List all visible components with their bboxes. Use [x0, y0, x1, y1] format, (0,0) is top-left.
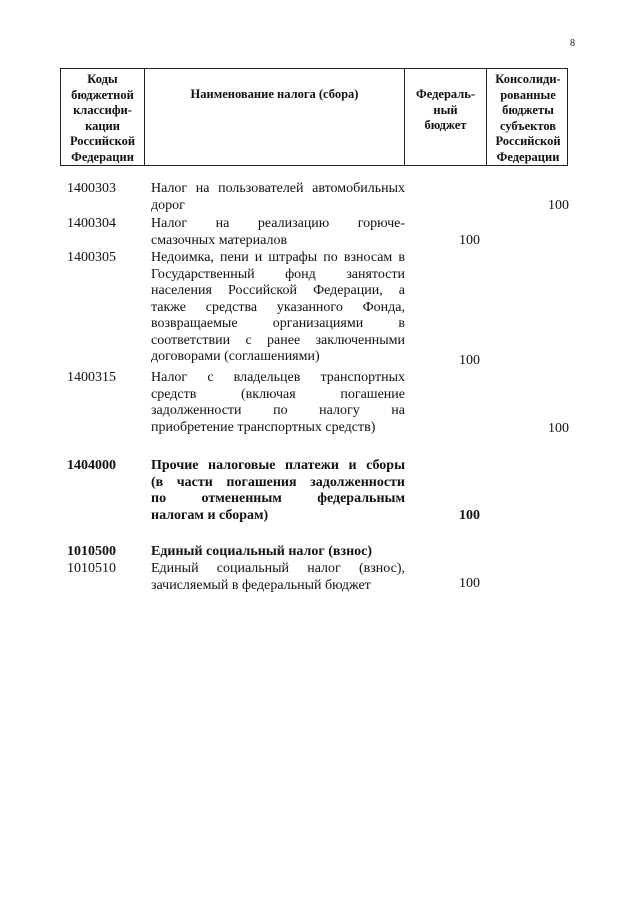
- description-line: Налог с владельцев транспортных: [151, 370, 405, 385]
- description-line: зачисляемый в федеральный бюджет: [151, 577, 371, 593]
- description-line: приобретение транспортных средств): [151, 419, 376, 435]
- row-federal-value: 100: [459, 508, 480, 523]
- description-line: соответствии с ранее заключенными: [151, 332, 405, 348]
- row-description: [151, 370, 405, 436]
- row-description: [151, 561, 405, 594]
- description-line: Государственный фонд занятости: [151, 266, 405, 282]
- description-line: дорог: [151, 197, 185, 213]
- row-regional-value: 100: [548, 198, 569, 213]
- row-code: 1400315: [67, 370, 116, 385]
- description-line: Единый социальный налог (взнос): [151, 544, 373, 559]
- description-line: договорами (соглашениями): [151, 349, 320, 364]
- row-code: 1010510: [67, 561, 116, 576]
- header-name-column: Наименование налога (сбора): [145, 69, 405, 165]
- header-code-column: Коды бюджетной классифи- кации Российской Федерации: [61, 69, 145, 165]
- description-line: Налог на пользователей автомобильных: [151, 181, 405, 196]
- description-line: (в части погашения задолженности: [151, 474, 405, 490]
- description-line: Недоимка, пени и штрафы по взносам в: [151, 250, 405, 265]
- row-federal-value: 100: [459, 353, 480, 368]
- description-line: населения Российской Федерации, а: [151, 283, 405, 298]
- row-code: 1010500: [67, 544, 116, 559]
- row-code: 1400304: [67, 216, 116, 231]
- description-line: возвращаемые организациями в: [151, 316, 405, 331]
- row-description: [151, 250, 405, 366]
- description-line: Прочие налоговые платежи и сборы: [151, 458, 405, 473]
- row-federal-value: 100: [459, 233, 480, 248]
- row-description: [151, 181, 405, 214]
- table-header: [60, 68, 568, 166]
- row-description: [151, 216, 405, 249]
- header-federal-column: Федераль- ный бюджет: [405, 69, 487, 165]
- row-code: 1400303: [67, 181, 116, 196]
- description-line: Налог на реализацию горюче-: [151, 216, 405, 231]
- description-line: Единый социальный налог (взнос),: [151, 561, 405, 576]
- row-description: [151, 458, 405, 524]
- page-number: 8: [570, 38, 575, 49]
- description-line: задолженности по налогу на: [151, 403, 405, 418]
- description-line: по отмененным федеральным: [151, 491, 405, 506]
- description-line: также средства указанного Фонда,: [151, 299, 405, 315]
- row-federal-value: 100: [459, 576, 480, 591]
- description-line: средств (включая погашение: [151, 386, 405, 402]
- row-regional-value: 100: [548, 421, 569, 436]
- row-description: [151, 544, 405, 561]
- row-code: 1404000: [67, 458, 116, 473]
- header-regional-column: Консолиди- рованные бюджеты субъектов Российской Федерации: [495, 72, 561, 164]
- row-code: 1400305: [67, 250, 116, 265]
- description-line: смазочных материалов: [151, 232, 288, 248]
- description-line: налогам и сборам): [151, 507, 269, 523]
